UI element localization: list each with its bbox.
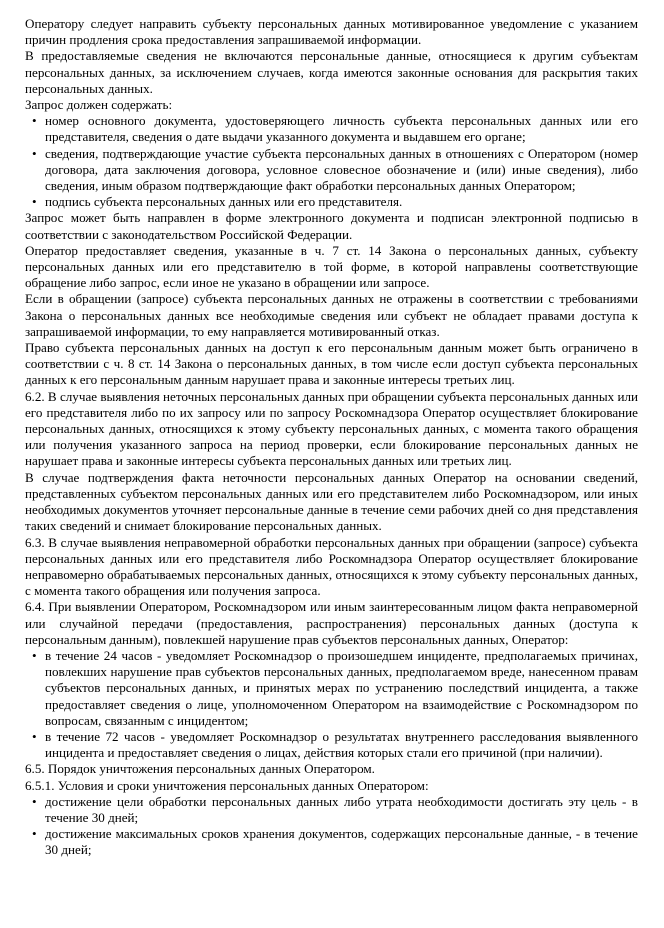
- paragraph-operator-provides-info: Оператор предоставляет сведения, указанные в ч. 7 ст. 14 Закона о персональных данных, субъекту персональных данных или его представителю в той форме, в которой направлены соответствующие обращение либо запрос, если иное не указано в обращении или запросе.: [25, 242, 638, 291]
- paragraph-motivated-refusal: Если в обращении (запросе) субъекта персональных данных не отражены в соответствии с требованиями Закона о персональных данных все необходимые сведения или субъект не обладает правами доступа к запрашиваемой информации, то ему направляется мотивированный отказ.: [25, 291, 638, 339]
- bullet-list-request-contents: [25, 113, 638, 210]
- bullet-list-destruction-conditions: [25, 794, 638, 859]
- paragraph-notification-notice: Оператору следует направить субъекту персональных данных мотивированное уведомление с указанием причин продления срока предоставления запрашиваемой информации.: [25, 16, 638, 48]
- paragraph-6-2-inaccurate-data: 6.2. В случае выявления неточных персональных данных при обращении субъекта персональных данных или его представителя либо по их запросу или по запросу Роскомнадзора Оператор осуществляет блокирование персональных данных, относящихся к этому субъекту персональных данных, с момента такого обращения или получения указанного запроса на период проверки, если блокирование персональных данных не нарушает права и законные интересы субъекта персональных данных или третьих лиц.: [25, 388, 638, 469]
- bullet-list-incident-notifications: [25, 648, 638, 761]
- list-item: • сведения, подтверждающие участие субъекта персональных данных в отношениях с Оператором (номер договора, дата заключения договора, условное словесное обозначение и (или) иные сведения), либо сведения, иным образом подтверждающие факт обработки персональных данных Оператором;: [45, 146, 638, 195]
- paragraph-6-5-destruction-order: 6.5. Порядок уничтожения персональных данных Оператором.: [25, 761, 375, 777]
- list-item: • в течение 24 часов - уведомляет Роскомнадзор о произошедшем инциденте, предполагаемых причинах, повлекших нарушение прав субъектов персональных данных, предполагаемом вреде, нанесенном правам субъектов персональных данных, и принятых мерах по устранению последствий инцидента, а также предоставляет сведения о лице, уполномоченном Оператором на взаимодействие с Роскомнадзором по вопросам, связанным с инцидентом;: [45, 648, 638, 729]
- list-item: • номер основного документа, удостоверяющего личность субъекта персональных данных или его представителя, сведения о дате выдачи указанного документа и выдавшем его органе;: [45, 113, 638, 145]
- list-item: • достижение цели обработки персональных данных либо утрата необходимости достигать эту цель - в течение 30 дней;: [45, 794, 638, 826]
- list-item: • в течение 72 часов - уведомляет Роскомнадзор о результатах внутреннего расследования выявленного инцидента и предоставляет сведения о лицах, действия которых стали его причиной (при наличии).: [45, 729, 638, 761]
- list-item: • подпись субъекта персональных данных или его представителя.: [45, 194, 638, 210]
- paragraph-electronic-request: Запрос может быть направлен в форме электронного документа и подписан электронной подписью в соответствии с законодательством Российской Федерации.: [25, 210, 638, 242]
- paragraph-request-must-contain: Запрос должен содержать:: [25, 97, 173, 113]
- list-item: • достижение максимальных сроков хранения документов, содержащих персональные данные, - в течение 30 дней;: [45, 826, 638, 858]
- paragraph-excluded-data: В предоставляемые сведения не включаются персональные данные, относящиеся к другим субъектам персональных данных, за исключением случаев, когда имеются законные основания для раскрытия таких персональных данных.: [25, 48, 638, 96]
- paragraph-access-restriction: Право субъекта персональных данных на доступ к его персональным данным может быть ограничено в соответствии с ч. 8 ст. 14 Закона о персональных данных, в том числе если доступ субъекта персональных данных к его персональным данным нарушает права и законные интересы третьих лиц.: [25, 340, 638, 388]
- paragraph-6-5-1-destruction-terms: 6.5.1. Условия и сроки уничтожения персональных данных Оператором:: [25, 777, 429, 793]
- paragraph-6-4-incident: 6.4. При выявлении Оператором, Роскомнадзором или иным заинтересованным лицом факта неправомерной или случайной передачи (предоставления, распространения) персональных данных (доступа к персональным данным), повлекшей нарушение прав субъектов персональных данных, Оператор:: [25, 599, 638, 647]
- paragraph-confirmation-inaccuracy: В случае подтверждения факта неточности персональных данных Оператор на основании сведений, представленных субъектом персональных данных или его представителем либо Роскомнадзором, или иных необходимых документов уточняет персональные данные в течение семи рабочих дней со дня представления таких сведений и снимает блокирование персональных данных.: [25, 469, 638, 534]
- paragraph-6-3-unlawful-processing: 6.3. В случае выявления неправомерной обработки персональных данных при обращении (запросе) субъекта персональных данных или его представителя либо Роскомнадзора Оператор осуществляет блокирование неправомерно обрабатываемых персональных данных, относящихся к этому субъекту персональных данных, с момента такого обращения или получения запроса.: [25, 534, 638, 599]
